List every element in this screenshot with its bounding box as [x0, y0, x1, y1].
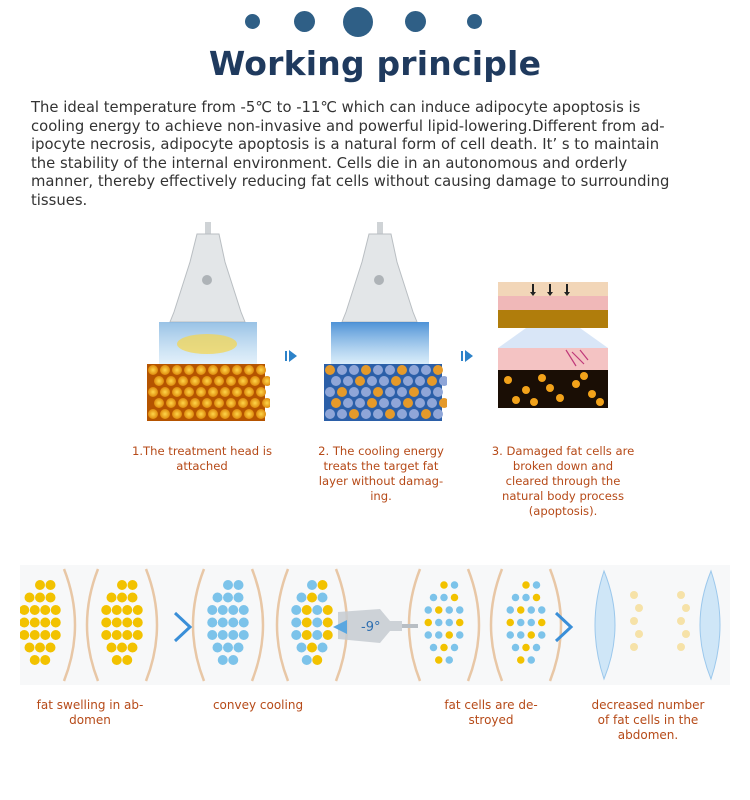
- fat-cell: [239, 630, 249, 640]
- fat-cell: [184, 365, 194, 375]
- fat-cell: [538, 619, 546, 627]
- fat-cell: [397, 409, 407, 419]
- fat-cell: [291, 605, 301, 615]
- fat-cell: [213, 643, 223, 653]
- fat-cell: [107, 643, 117, 653]
- fat-cell: [208, 365, 218, 375]
- fat-cell: [385, 387, 395, 397]
- process-label-2: [183, 698, 333, 713]
- fat-cell: [302, 605, 312, 615]
- fat-cell: [397, 387, 407, 397]
- fat-cell: [397, 365, 407, 375]
- fat-cell: [409, 409, 419, 419]
- fat-cell: [154, 398, 164, 408]
- fat-cell: [154, 376, 164, 386]
- label-line: decreased number: [591, 698, 705, 712]
- fat-cell: [580, 372, 588, 380]
- fat-cell: [101, 605, 111, 615]
- fat-cell: [451, 581, 459, 589]
- fat-cell: [528, 631, 536, 639]
- process-diagram: [20, 565, 730, 685]
- fat-cell: [256, 387, 266, 397]
- fat-cell: [522, 386, 530, 394]
- fat-cell: [228, 655, 238, 665]
- fat-cell: [446, 606, 454, 614]
- fat-cell: [302, 655, 312, 665]
- caption-line: 1.The treatment head is: [131, 444, 273, 458]
- fat-cell: [250, 398, 260, 408]
- fat-cell: [318, 580, 328, 590]
- fat-cell: [507, 606, 515, 614]
- fat-cell: [504, 376, 512, 384]
- caption-line: attached: [176, 459, 228, 473]
- dot: [245, 14, 260, 29]
- fat-cell: [528, 656, 536, 664]
- fat-cell: [172, 409, 182, 419]
- fat-cell: [361, 409, 371, 419]
- caption-line: treats the target fat: [323, 459, 439, 473]
- fat-cell: [385, 409, 395, 419]
- fat-cell: [228, 630, 238, 640]
- fat-cell: [433, 365, 443, 375]
- arrow-right-icon: [460, 349, 474, 363]
- fat-cell: [312, 618, 322, 628]
- fat-cell: [256, 365, 266, 375]
- label-line: stroyed: [468, 713, 514, 727]
- fat-cell: [220, 387, 230, 397]
- fat-cell: [35, 643, 45, 653]
- fat-cell: [337, 387, 347, 397]
- fat-cell: [40, 630, 50, 640]
- page-title: Working principle: [208, 44, 542, 83]
- fat-cell: [307, 643, 317, 653]
- fat-cell: [226, 376, 236, 386]
- fat-cell: [415, 376, 425, 386]
- fat-cell: [46, 593, 56, 603]
- intro-line: ipocyte necrosis, adipocyte apoptosis is a natural form of cell death. It’ s to maintain: [31, 136, 660, 154]
- fat-cell: [507, 619, 515, 627]
- fat-cell: [128, 593, 138, 603]
- fat-cell: [218, 630, 228, 640]
- fat-cell: [403, 376, 413, 386]
- fat-cell: [425, 631, 433, 639]
- fat-cell: [367, 376, 377, 386]
- fat-cell: [101, 618, 111, 628]
- fat-cell: [218, 618, 228, 628]
- intro-paragraph: [31, 99, 721, 211]
- fat-cell: [112, 618, 122, 628]
- fat-cell: [190, 398, 200, 408]
- fat-cell: [373, 387, 383, 397]
- fat-cell: [421, 387, 431, 397]
- fat-cell: [184, 409, 194, 419]
- fat-cell: [331, 376, 341, 386]
- caption-line: 2. The cooling energy: [318, 444, 444, 458]
- fat-cell: [430, 594, 438, 602]
- label-line: of fat cells in the: [597, 713, 699, 727]
- fat-cell: [208, 409, 218, 419]
- fat-cell: [148, 387, 158, 397]
- fat-cell: [446, 619, 454, 627]
- fat-cell: [512, 594, 520, 602]
- fat-cell: [546, 384, 554, 392]
- fat-cell: [238, 398, 248, 408]
- label-line: fat cells are de-: [444, 698, 538, 712]
- fat-cell: [427, 376, 437, 386]
- fat-cell: [112, 655, 122, 665]
- fat-cell: [160, 409, 170, 419]
- fat-cell: [312, 605, 322, 615]
- svg-text:-9°: -9°: [361, 620, 381, 635]
- fat-cell: [435, 631, 443, 639]
- fat-cell: [635, 630, 643, 638]
- fat-cell: [239, 605, 249, 615]
- fat-cell: [379, 398, 389, 408]
- fat-cell: [517, 656, 525, 664]
- fat-cell: [232, 387, 242, 397]
- fat-cell: [117, 643, 127, 653]
- fat-cell: [456, 606, 464, 614]
- fat-cell: [325, 387, 335, 397]
- label-line: abdomen.: [617, 728, 679, 742]
- fat-cell: [373, 365, 383, 375]
- fat-cell: [343, 376, 353, 386]
- fat-cell: [226, 398, 236, 408]
- fat-cell: [291, 630, 301, 640]
- fat-cell: [291, 618, 301, 628]
- dot: [294, 11, 315, 32]
- fat-cell: [218, 655, 228, 665]
- fat-cell: [35, 580, 45, 590]
- fat-cell: [337, 409, 347, 419]
- fat-cell: [122, 630, 132, 640]
- fat-cell: [51, 605, 61, 615]
- fat-cell: [220, 365, 230, 375]
- fat-cell: [128, 580, 138, 590]
- fat-cell: [166, 376, 176, 386]
- fat-cell: [250, 376, 260, 386]
- fat-cell: [148, 409, 158, 419]
- fat-cell: [682, 604, 690, 612]
- fat-cell: [172, 365, 182, 375]
- label-line: convey cooling: [212, 698, 304, 712]
- fat-cell: [323, 630, 333, 640]
- fat-cell: [202, 398, 212, 408]
- fat-cell: [30, 655, 40, 665]
- fat-cell: [522, 581, 530, 589]
- fat-cell: [630, 617, 638, 625]
- fat-cell: [190, 376, 200, 386]
- fat-cell: [430, 644, 438, 652]
- fat-cell: [122, 655, 132, 665]
- intro-line: the stability of the internal environment. Cells die in an autonomous and orderly: [31, 154, 628, 172]
- fat-cell: [433, 409, 443, 419]
- fat-cell: [223, 580, 233, 590]
- fat-cell: [677, 617, 685, 625]
- fat-cell: [682, 630, 690, 638]
- fat-cell: [415, 398, 425, 408]
- step-1-illustration: [145, 222, 270, 422]
- fat-cell: [451, 644, 459, 652]
- fat-cell: [244, 365, 254, 375]
- fat-cell: [232, 365, 242, 375]
- fat-cell: [630, 643, 638, 651]
- fat-cell: [196, 409, 206, 419]
- fat-cell: [630, 591, 638, 599]
- fat-cell: [223, 643, 233, 653]
- fat-cell: [325, 365, 335, 375]
- fat-cell: [323, 605, 333, 615]
- fat-cell: [403, 398, 413, 408]
- fat-cell: [318, 643, 328, 653]
- fat-cell: [40, 605, 50, 615]
- fat-cell: [435, 619, 443, 627]
- fat-cell: [373, 409, 383, 419]
- fat-cell: [46, 580, 56, 590]
- fat-cell: [25, 593, 35, 603]
- fat-cell: [421, 409, 431, 419]
- fat-cell: [202, 376, 212, 386]
- fat-cell: [213, 593, 223, 603]
- fat-cell: [361, 387, 371, 397]
- caption-line: layer without damag-: [318, 474, 444, 488]
- fat-cell: [517, 606, 525, 614]
- fat-cell: [117, 593, 127, 603]
- caption-line: 3. Damaged fat cells are: [491, 444, 635, 458]
- fat-cell: [218, 605, 228, 615]
- process-label-4: [573, 698, 723, 743]
- fat-cell: [331, 398, 341, 408]
- fat-cell: [46, 643, 56, 653]
- fat-cell: [446, 656, 454, 664]
- fat-cell: [220, 409, 230, 419]
- fat-cell: [307, 580, 317, 590]
- intro-line: manner, thereby effectively reducing fat cells without causing damage to surrounding: [31, 173, 670, 191]
- fat-cell: [234, 643, 244, 653]
- fat-cell: [148, 365, 158, 375]
- intro-line: cooling energy to achieve non-invasive and powerful lipid-lowering.Different from ad-: [31, 117, 665, 135]
- fat-cell: [425, 606, 433, 614]
- fat-cell: [538, 631, 546, 639]
- fat-cell: [160, 365, 170, 375]
- fat-cell: [207, 605, 217, 615]
- fat-cell: [184, 387, 194, 397]
- fat-cell: [440, 581, 448, 589]
- fat-cell: [133, 618, 143, 628]
- fat-cell: [440, 644, 448, 652]
- step-3-caption: [478, 444, 648, 519]
- fat-cell: [588, 390, 596, 398]
- dot: [467, 14, 482, 29]
- fat-cell: [361, 365, 371, 375]
- fat-cell: [533, 581, 541, 589]
- fat-cell: [677, 643, 685, 651]
- fat-cell: [456, 619, 464, 627]
- fat-cell: [244, 387, 254, 397]
- fat-cell: [312, 630, 322, 640]
- fat-cell: [433, 387, 443, 397]
- fat-cell: [528, 619, 536, 627]
- fat-cell: [51, 618, 61, 628]
- caption-line: cleared through the: [505, 474, 621, 488]
- fat-cell: [337, 365, 347, 375]
- fat-cell: [435, 656, 443, 664]
- fat-cell: [228, 605, 238, 615]
- fat-cell: [112, 605, 122, 615]
- fat-cell: [596, 398, 604, 406]
- fat-cell: [160, 387, 170, 397]
- fat-cell: [312, 655, 322, 665]
- dot: [405, 11, 426, 32]
- fat-cell: [446, 631, 454, 639]
- fat-cell: [196, 365, 206, 375]
- step-2-caption: [296, 444, 466, 504]
- fat-cell: [528, 606, 536, 614]
- fat-cell: [421, 365, 431, 375]
- fat-cell: [232, 409, 242, 419]
- fat-cell: [385, 365, 395, 375]
- step-3-illustration: [496, 280, 611, 410]
- fat-cell: [533, 594, 541, 602]
- caption-line: ing.: [370, 489, 392, 503]
- fat-cell: [234, 593, 244, 603]
- fat-cell: [122, 605, 132, 615]
- decorative-dots: [0, 0, 750, 40]
- fat-cell: [122, 618, 132, 628]
- fat-cell: [302, 618, 312, 628]
- fat-cell: [517, 631, 525, 639]
- step-2-illustration: [322, 222, 447, 422]
- fat-cell: [517, 619, 525, 627]
- fat-cell: [112, 630, 122, 640]
- fat-cell: [178, 398, 188, 408]
- fat-cell: [343, 398, 353, 408]
- fat-cell: [244, 409, 254, 419]
- fat-cell: [128, 643, 138, 653]
- label-line: domen: [69, 713, 111, 727]
- fat-cell: [391, 398, 401, 408]
- fat-cell: [409, 387, 419, 397]
- fat-cell: [367, 398, 377, 408]
- fat-cell: [223, 593, 233, 603]
- fat-cell: [635, 604, 643, 612]
- fat-cell: [349, 409, 359, 419]
- fat-cell: [427, 398, 437, 408]
- fat-cell: [133, 605, 143, 615]
- fat-cell: [214, 398, 224, 408]
- fat-cell: [228, 618, 238, 628]
- fat-cell: [572, 380, 580, 388]
- fat-cell: [512, 396, 520, 404]
- fat-cell: [307, 593, 317, 603]
- fat-cell: [30, 630, 40, 640]
- intro-line: The ideal temperature from -5℃ to -11℃ which can induce adipocyte apoptosis is: [31, 99, 641, 116]
- fat-cell: [40, 655, 50, 665]
- fat-cell: [379, 376, 389, 386]
- fat-cell: [391, 376, 401, 386]
- fat-cell: [349, 365, 359, 375]
- fat-cell: [234, 580, 244, 590]
- fat-cell: [207, 630, 217, 640]
- fat-cell: [25, 643, 35, 653]
- fat-cell: [325, 409, 335, 419]
- fat-cell: [533, 644, 541, 652]
- fat-cell: [507, 631, 515, 639]
- fat-cell: [117, 580, 127, 590]
- label-line: fat swelling in ab-: [36, 698, 144, 712]
- fat-cell: [556, 394, 564, 402]
- fat-cell: [238, 376, 248, 386]
- fat-cell: [440, 594, 448, 602]
- fat-cell: [101, 630, 111, 640]
- fat-cell: [51, 630, 61, 640]
- fat-cell: [302, 630, 312, 640]
- fat-cell: [297, 593, 307, 603]
- fat-cell: [214, 376, 224, 386]
- fat-cell: [256, 409, 266, 419]
- fat-cell: [522, 644, 530, 652]
- fat-cell: [196, 387, 206, 397]
- fat-cell: [355, 376, 365, 386]
- fat-cell: [349, 387, 359, 397]
- process-label-1: [15, 698, 165, 728]
- fat-cell: [456, 631, 464, 639]
- dot: [343, 7, 373, 37]
- fat-cell: [30, 605, 40, 615]
- process-label-3: [416, 698, 566, 728]
- caption-line: broken down and: [512, 459, 614, 473]
- caption-line: natural body process: [501, 489, 625, 503]
- fat-cell: [512, 644, 520, 652]
- step-1-caption: [117, 444, 287, 474]
- fat-cell: [35, 593, 45, 603]
- fat-cell: [435, 606, 443, 614]
- fat-cell: [297, 643, 307, 653]
- fat-cell: [409, 365, 419, 375]
- fat-cell: [208, 387, 218, 397]
- fat-cell: [207, 618, 217, 628]
- fat-cell: [318, 593, 328, 603]
- fat-cell: [522, 594, 530, 602]
- fat-cell: [166, 398, 176, 408]
- fat-cell: [172, 387, 182, 397]
- fat-cell: [538, 374, 546, 382]
- fat-cell: [107, 593, 117, 603]
- fat-cell: [355, 398, 365, 408]
- fat-cell: [451, 594, 459, 602]
- caption-line: (apoptosis).: [528, 504, 598, 518]
- fat-cell: [677, 591, 685, 599]
- fat-cell: [538, 606, 546, 614]
- fat-cell: [530, 398, 538, 406]
- fat-cell: [30, 618, 40, 628]
- fat-cell: [425, 619, 433, 627]
- fat-cell: [178, 376, 188, 386]
- fat-cell: [133, 630, 143, 640]
- fat-cell: [239, 618, 249, 628]
- fat-cell: [323, 618, 333, 628]
- fat-cell: [40, 618, 50, 628]
- intro-line: tissues.: [31, 191, 88, 209]
- arrow-right-icon: [284, 349, 298, 363]
